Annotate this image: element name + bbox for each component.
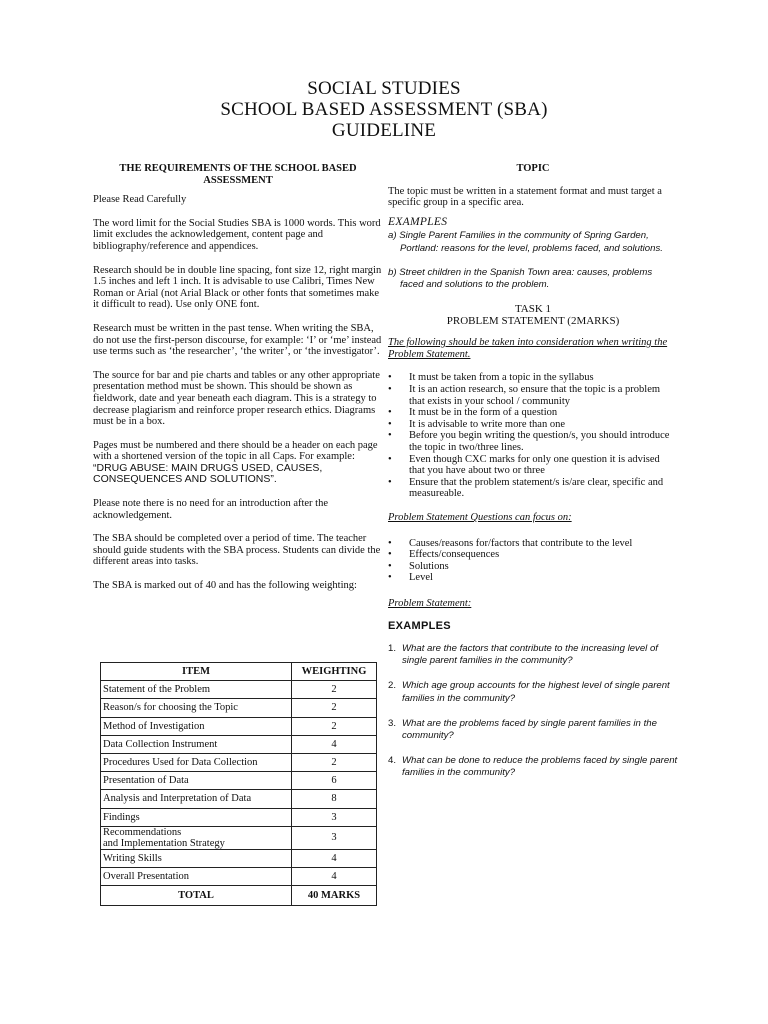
task-heading <box>388 303 678 327</box>
row-item: Reason/s for choosing the Topic <box>101 699 292 717</box>
list-item: • Effects/consequences <box>388 549 678 561</box>
row-weight: 4 <box>292 867 377 885</box>
list-item: • Level <box>388 572 678 584</box>
paragraph-sources: The source for bar and pie charts and tables or any other appropriate presentation method must be shown. This should be shown as fieldwork, date and year beneath each diagram. This is a strategy to decrease plagiarism and reinforce proper research ethics. Diagrams must be in a box. <box>93 369 380 428</box>
row-item-line-2: and Implementation Strategy <box>103 837 225 849</box>
right-column <box>388 163 678 793</box>
row-weight: 4 <box>292 849 377 867</box>
paragraph-pages-example: “DRUG ABUSE: MAIN DRUGS USED, CAUSES, CONSEQUENCES AND SOLUTIONS”. <box>93 461 323 486</box>
document-title <box>0 78 768 141</box>
row-weight: 2 <box>292 753 377 771</box>
question-text: What are the problems faced by single parent families in the community? <box>402 717 657 742</box>
row-item: Data Collection Instrument <box>101 735 292 753</box>
paragraph-word-limit: The word limit for the Social Studies SBA is 1000 words. This word limit excludes the acknowledgement, content page and bibliography/reference and appendices. <box>93 217 381 252</box>
question-text: Which age group accounts for the highest level of single parent families in the community? <box>402 680 670 704</box>
paragraph-formatting: Research should be in double line spacing, font size 12, right margin 1.5 inches and left 1 inch. It is advisable to use Calibri, Times New Roman or Arial (not Arial Black or other fonts that sometimes make it difficult to read). Use only ONE font. <box>93 264 382 311</box>
list-item: • Ensure that the problem statement/s is/are clear, specific and measureable. <box>388 477 678 500</box>
row-item: Findings <box>101 808 292 826</box>
list-item <box>388 755 678 779</box>
question-number: 4. <box>388 755 397 767</box>
problem-statement-heading: Problem Statement: <box>388 597 472 609</box>
table-row <box>101 772 377 790</box>
title-line-2: SCHOOL BASED ASSESSMENT (SBA) <box>220 99 548 120</box>
requirements-heading: THE REQUIREMENTS OF THE SCHOOL BASED ASSESSMENT <box>119 163 357 186</box>
question-number: 1. <box>388 643 397 655</box>
list-item: • Solutions <box>388 561 678 573</box>
paragraph-marking: The SBA is marked out of 40 and has the following weighting: <box>93 580 357 592</box>
paragraph-completion: The SBA should be completed over a period of time. The teacher should guide students with the SBA process. Students can divide the different areas into tasks. <box>93 533 381 568</box>
paragraph-tense: Research must be written in the past tense. When writing the SBA, do not use the first-person discourse, for example: ‘I’ or ‘me’ instead use terms such as ‘the researcher’, ‘the writer’, or ‘the investigator’. <box>93 322 382 358</box>
total-value: 40 MARKS <box>292 886 377 906</box>
examples-heading: EXAMPLES <box>388 215 448 228</box>
left-column <box>93 163 383 604</box>
question-text: What are the factors that contribute to the increasing level of single parent families in the community? <box>402 643 658 667</box>
weighting-table <box>100 662 377 906</box>
paragraph-pages <box>93 440 383 486</box>
list-item: • It must be in the form of a question <box>388 407 678 419</box>
question-text: What can be done to reduce the problems faced by single parent families in the community? <box>402 755 678 779</box>
list-item: • It is an action research, so ensure that the topic is a problem that exists in your school / community <box>388 384 678 407</box>
topic-text: The topic must be written in a statement format and must target a specific group in a specific area. <box>388 185 662 209</box>
total-label: TOTAL <box>101 886 292 906</box>
list-item: • Even though CXC marks for only one question it is advised that you have about two or three <box>388 454 678 477</box>
table-row <box>101 735 377 753</box>
row-weight: 2 <box>292 717 377 735</box>
list-item: • Causes/reasons for/factors that contribute to the level <box>388 538 678 550</box>
row-weight: 2 <box>292 699 377 717</box>
list-item: • It is advisable to write more than one <box>388 419 678 431</box>
focus-heading: Problem Statement Questions can focus on: <box>388 511 572 523</box>
paragraph-introduction: Please note there is no need for an introduction after the acknowledgement. <box>93 498 328 521</box>
row-weight: 3 <box>292 826 377 849</box>
table-row <box>101 753 377 771</box>
table-row <box>101 849 377 867</box>
table-row <box>101 790 377 808</box>
row-item: Procedures Used for Data Collection <box>101 753 292 771</box>
title-line-3: GUIDELINE <box>331 120 437 141</box>
example-b: b) Street children in the Spanish Town area: causes, problems faced and solutions to the problem. <box>388 266 653 290</box>
table-row <box>101 717 377 735</box>
examples-2-heading: EXAMPLES <box>388 620 451 633</box>
row-weight: 2 <box>292 681 377 699</box>
row-item <box>101 826 292 849</box>
row-item: Presentation of Data <box>101 772 292 790</box>
header-item: ITEM <box>101 663 292 681</box>
consideration-heading: The following should be taken into consideration when writing the Problem Statement. <box>388 337 668 360</box>
row-weight: 3 <box>292 808 377 826</box>
task-number: TASK 1 <box>514 303 552 316</box>
row-item: Overall Presentation <box>101 867 292 885</box>
paragraph-read-carefully: Please Read Carefully <box>93 194 187 206</box>
row-weight: 4 <box>292 735 377 753</box>
consideration-list <box>388 372 678 500</box>
table-row <box>101 867 377 885</box>
topic-heading: TOPIC <box>516 163 550 174</box>
example-a: a) Single Parent Families in the community of Spring Garden, Portland: reasons for the level, problems faced, and solutions. <box>388 230 663 254</box>
task-title: PROBLEM STATEMENT (2MARKS) <box>446 315 620 328</box>
row-weight: 6 <box>292 772 377 790</box>
table-total-row <box>101 886 377 906</box>
table-row <box>101 681 377 699</box>
paragraph-pages-text: Pages must be numbered and there should be a header on each page with a shortened version of the topic in all Caps. For example: <box>93 439 378 463</box>
row-item: Writing Skills <box>101 849 292 867</box>
question-list <box>388 643 678 780</box>
table-header-row <box>101 663 377 681</box>
list-item: • It must be taken from a topic in the syllabus <box>388 372 678 384</box>
question-number: 2. <box>388 680 397 692</box>
table-row <box>101 699 377 717</box>
row-item-line-1: Recommendations <box>103 826 182 838</box>
header-weighting: WEIGHTING <box>292 663 377 681</box>
row-weight: 8 <box>292 790 377 808</box>
table-row <box>101 826 377 849</box>
list-item <box>388 643 678 667</box>
title-line-1: SOCIAL STUDIES <box>307 78 461 99</box>
row-item: Analysis and Interpretation of Data <box>101 790 292 808</box>
row-item: Statement of the Problem <box>101 681 292 699</box>
focus-list <box>388 538 678 584</box>
row-item: Method of Investigation <box>101 717 292 735</box>
list-item <box>388 680 678 704</box>
list-item <box>388 718 678 742</box>
question-number: 3. <box>388 717 397 729</box>
table-row <box>101 808 377 826</box>
list-item: • Before you begin writing the question/s, you should introduce the topic in two/three lines. <box>388 430 678 453</box>
